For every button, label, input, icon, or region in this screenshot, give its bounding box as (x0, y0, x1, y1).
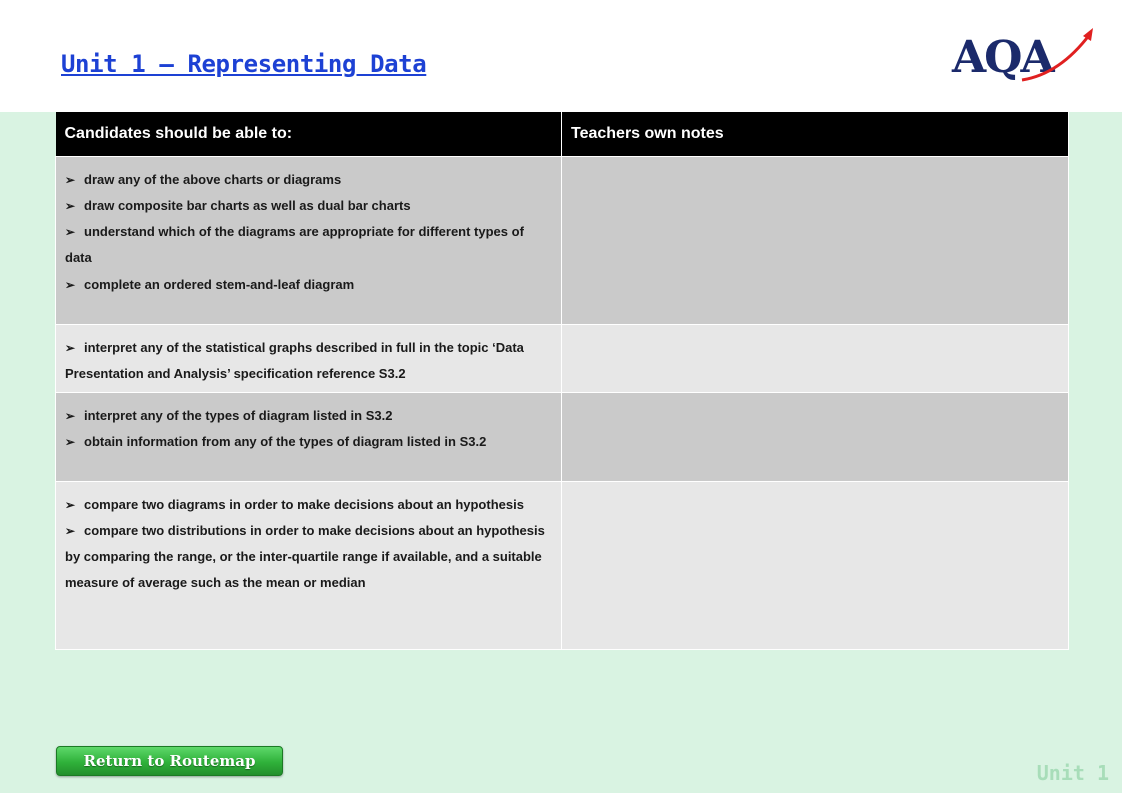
list-item: ➢ understand which of the diagrams are appropriate for different types of data (65, 219, 552, 272)
aqa-logo-text: AQA (952, 32, 1053, 83)
table-row (56, 156, 1069, 324)
list-item: ➢ compare two distributions in order to make decisions about an hypothesis by comparing the range, or the inter-quartile range if available, and a suitable measure of average such as the mean or median (65, 518, 552, 597)
bullet-arrow-icon: ➢ (65, 497, 76, 512)
table-row (56, 392, 1069, 481)
learning-objectives-table (55, 112, 1069, 650)
objectives-cell (56, 481, 562, 649)
teacher-notes-cell[interactable] (562, 156, 1069, 324)
page-title-link[interactable]: Unit 1 – Representing Data (61, 50, 427, 78)
bullet-arrow-icon: ➢ (65, 434, 76, 449)
bullet-arrow-icon: ➢ (65, 172, 76, 187)
bullet-arrow-icon: ➢ (65, 523, 76, 538)
return-to-routemap-button[interactable]: Return to Routemap (56, 746, 283, 776)
list-item: ➢ compare two diagrams in order to make decisions about an hypothesis (65, 492, 552, 518)
teacher-notes-cell[interactable] (562, 392, 1069, 481)
bullet-arrow-icon: ➢ (65, 340, 76, 355)
bullet-arrow-icon: ➢ (65, 198, 76, 213)
list-item: ➢ obtain information from any of the types of diagram listed in S3.2 (65, 429, 552, 455)
teacher-notes-cell[interactable] (562, 324, 1069, 392)
table-row (56, 324, 1069, 392)
column-header-notes: Teachers own notes (562, 112, 1069, 156)
objectives-cell (56, 392, 562, 481)
aqa-logo (950, 24, 1098, 86)
list-item: ➢ complete an ordered stem-and-leaf diagram (65, 272, 552, 298)
list-item: ➢ draw any of the above charts or diagrams (65, 167, 552, 193)
bullet-arrow-icon: ➢ (65, 225, 76, 240)
objectives-cell (56, 324, 562, 392)
bullet-arrow-icon: ➢ (65, 277, 76, 292)
table-row (56, 481, 1069, 649)
unit-label: Unit 1 (1036, 761, 1109, 785)
list-item: ➢ interpret any of the statistical graphs described in full in the topic ‘Data Presentation and Analysis’ specification reference S3.2 (65, 335, 552, 388)
teacher-notes-cell[interactable] (562, 481, 1069, 649)
table-header-row (56, 112, 1069, 156)
list-item: ➢ interpret any of the types of diagram listed in S3.2 (65, 403, 552, 429)
bullet-arrow-icon: ➢ (65, 408, 76, 423)
objectives-cell (56, 156, 562, 324)
page-header (0, 0, 1122, 112)
list-item: ➢ draw composite bar charts as well as dual bar charts (65, 193, 552, 219)
column-header-candidates: Candidates should be able to: (56, 112, 562, 156)
